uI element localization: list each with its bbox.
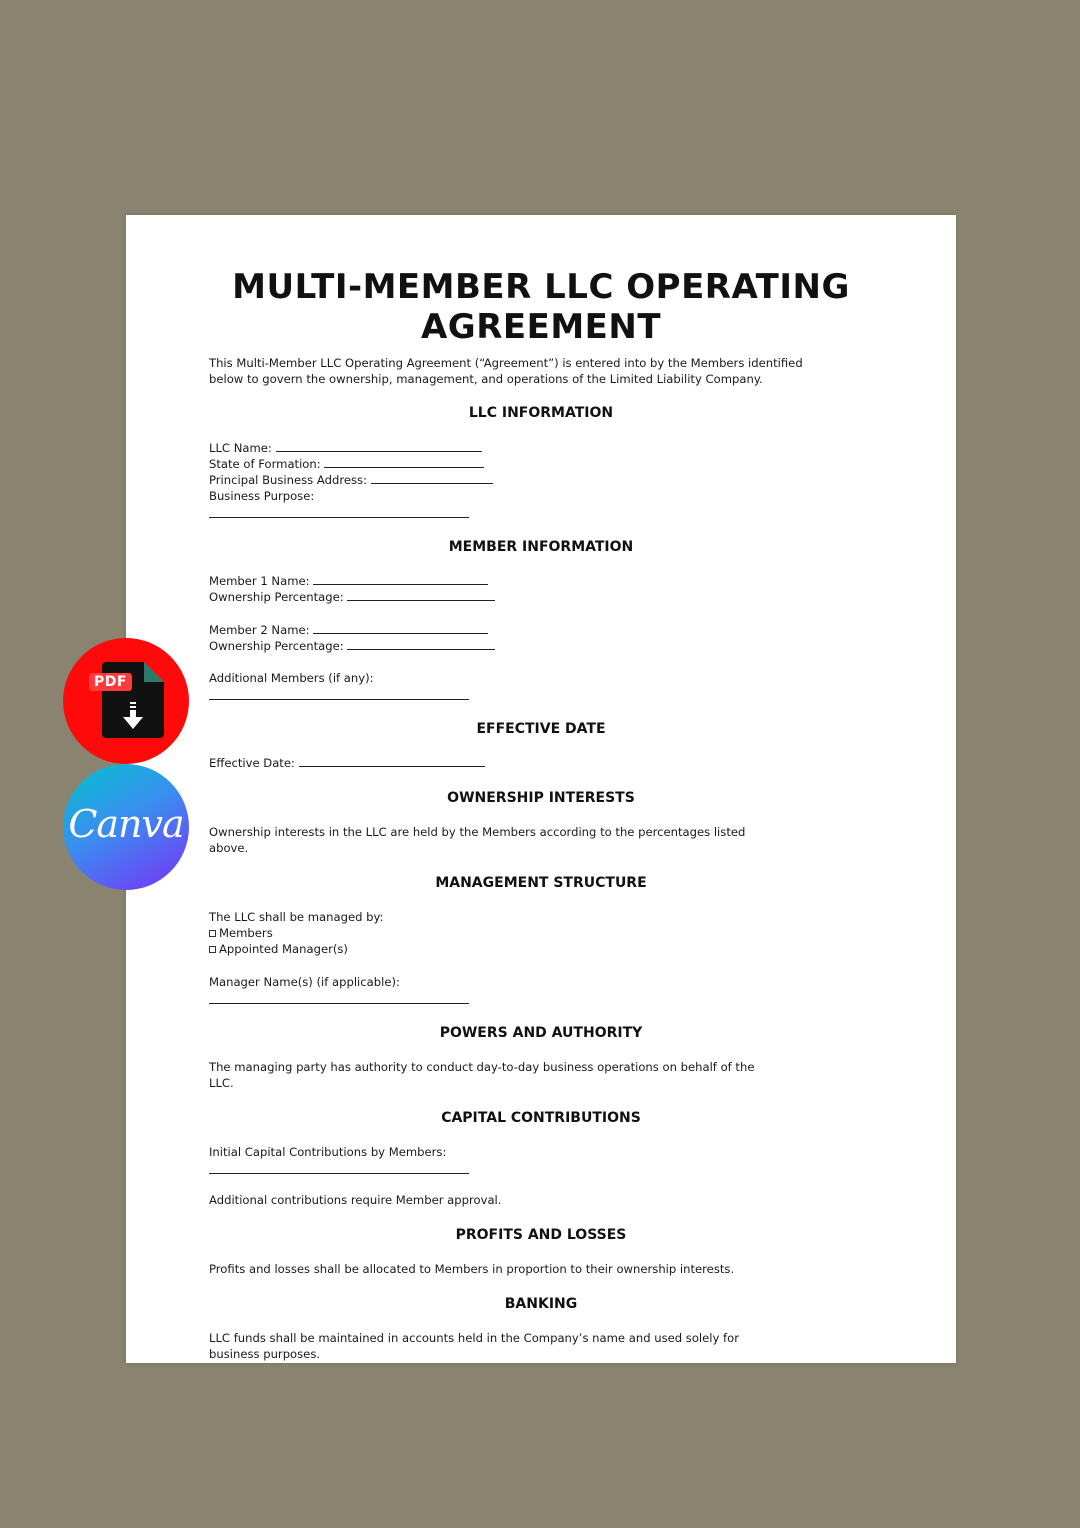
ownership1-field[interactable]: [209, 589, 495, 605]
document-page: [126, 215, 956, 1363]
address-label: Principal Business Address:: [209, 473, 367, 487]
members-option-label: Members: [219, 926, 273, 940]
member1-blank[interactable]: [313, 574, 488, 585]
additional-members-blank[interactable]: [209, 699, 469, 700]
address-blank[interactable]: [371, 473, 493, 484]
document-title: MULTI-MEMBER LLC OPERATING AGREEMENT: [232, 267, 850, 347]
members-checkbox[interactable]: [209, 930, 216, 937]
member2-field[interactable]: [209, 622, 488, 638]
llc-name-blank[interactable]: [276, 441, 482, 452]
ownership-text-1: Ownership interests in the LLC are held by the Members according to the percentages listed: [209, 825, 746, 839]
management-option-members[interactable]: [209, 925, 273, 941]
member1-field[interactable]: [209, 573, 488, 589]
section-heading-ownership-interests: OWNERSHIP INTERESTS: [447, 790, 635, 806]
section-heading-capital-contributions: CAPITAL CONTRIBUTIONS: [441, 1110, 641, 1126]
effective-date-label: Effective Date:: [209, 756, 295, 770]
llc-name-field[interactable]: [209, 440, 482, 456]
effective-date-field[interactable]: [209, 755, 485, 771]
purpose-blank[interactable]: [209, 517, 469, 518]
manager-names-label: Manager Name(s) (if applicable):: [209, 975, 400, 989]
state-field[interactable]: [209, 456, 484, 472]
intro-line-2: below to govern the ownership, management, and operations of the Limited Liability Company.: [209, 372, 763, 386]
llc-name-label: LLC Name:: [209, 441, 272, 455]
ownership2-label: Ownership Percentage:: [209, 639, 344, 653]
managers-option-label: Appointed Manager(s): [219, 942, 348, 956]
section-heading-member-information: MEMBER INFORMATION: [448, 539, 634, 555]
managers-checkbox[interactable]: [209, 946, 216, 953]
canva-badge[interactable]: [63, 764, 189, 890]
section-heading-powers-authority: POWERS AND AUTHORITY: [439, 1025, 643, 1041]
powers-text-1: The managing party has authority to conduct day-to-day business operations on behalf of the: [209, 1060, 755, 1074]
additional-members-label: Additional Members (if any):: [209, 671, 374, 685]
powers-text-2: LLC.: [209, 1076, 234, 1090]
capital-initial-label: Initial Capital Contributions by Members:: [209, 1145, 447, 1159]
section-heading-management-structure: MANAGEMENT STRUCTURE: [435, 875, 647, 891]
member2-label: Member 2 Name:: [209, 623, 310, 637]
ownership2-blank[interactable]: [347, 639, 495, 650]
manager-names-blank[interactable]: [209, 1003, 469, 1004]
management-intro: The LLC shall be managed by:: [209, 910, 384, 924]
banking-text-1: LLC funds shall be maintained in accounts held in the Company’s name and used solely for: [209, 1331, 739, 1345]
ownership1-blank[interactable]: [347, 590, 495, 601]
intro-line-1: This Multi-Member LLC Operating Agreement (“Agreement”) is entered into by the Members identified: [209, 356, 803, 370]
state-blank[interactable]: [324, 457, 484, 468]
capital-initial-blank[interactable]: [209, 1173, 469, 1174]
ownership2-field[interactable]: [209, 638, 495, 654]
section-heading-banking: BANKING: [504, 1296, 578, 1312]
download-arrow-icon: [122, 702, 144, 730]
state-label: State of Formation:: [209, 457, 321, 471]
ownership1-label: Ownership Percentage:: [209, 590, 344, 604]
capital-additional-text: Additional contributions require Member approval.: [209, 1193, 502, 1207]
address-field[interactable]: [209, 472, 493, 488]
section-heading-profits-losses: PROFITS AND LOSSES: [455, 1227, 627, 1243]
section-heading-llc-information: LLC INFORMATION: [468, 405, 614, 421]
canva-logo: Canva: [68, 802, 184, 846]
pdf-download-badge[interactable]: [63, 638, 189, 764]
purpose-label: Business Purpose:: [209, 489, 315, 503]
ownership-text-2: above.: [209, 841, 249, 855]
pdf-label: PDF: [89, 673, 132, 691]
member1-label: Member 1 Name:: [209, 574, 310, 588]
section-heading-effective-date: EFFECTIVE DATE: [476, 721, 606, 737]
effective-date-blank[interactable]: [299, 756, 485, 767]
member2-blank[interactable]: [313, 623, 488, 634]
profits-text: Profits and losses shall be allocated to Members in proportion to their ownership interests.: [209, 1262, 735, 1276]
banking-text-2: business purposes.: [209, 1347, 321, 1361]
management-option-managers[interactable]: [209, 941, 348, 957]
pdf-file-fold: [144, 662, 164, 682]
